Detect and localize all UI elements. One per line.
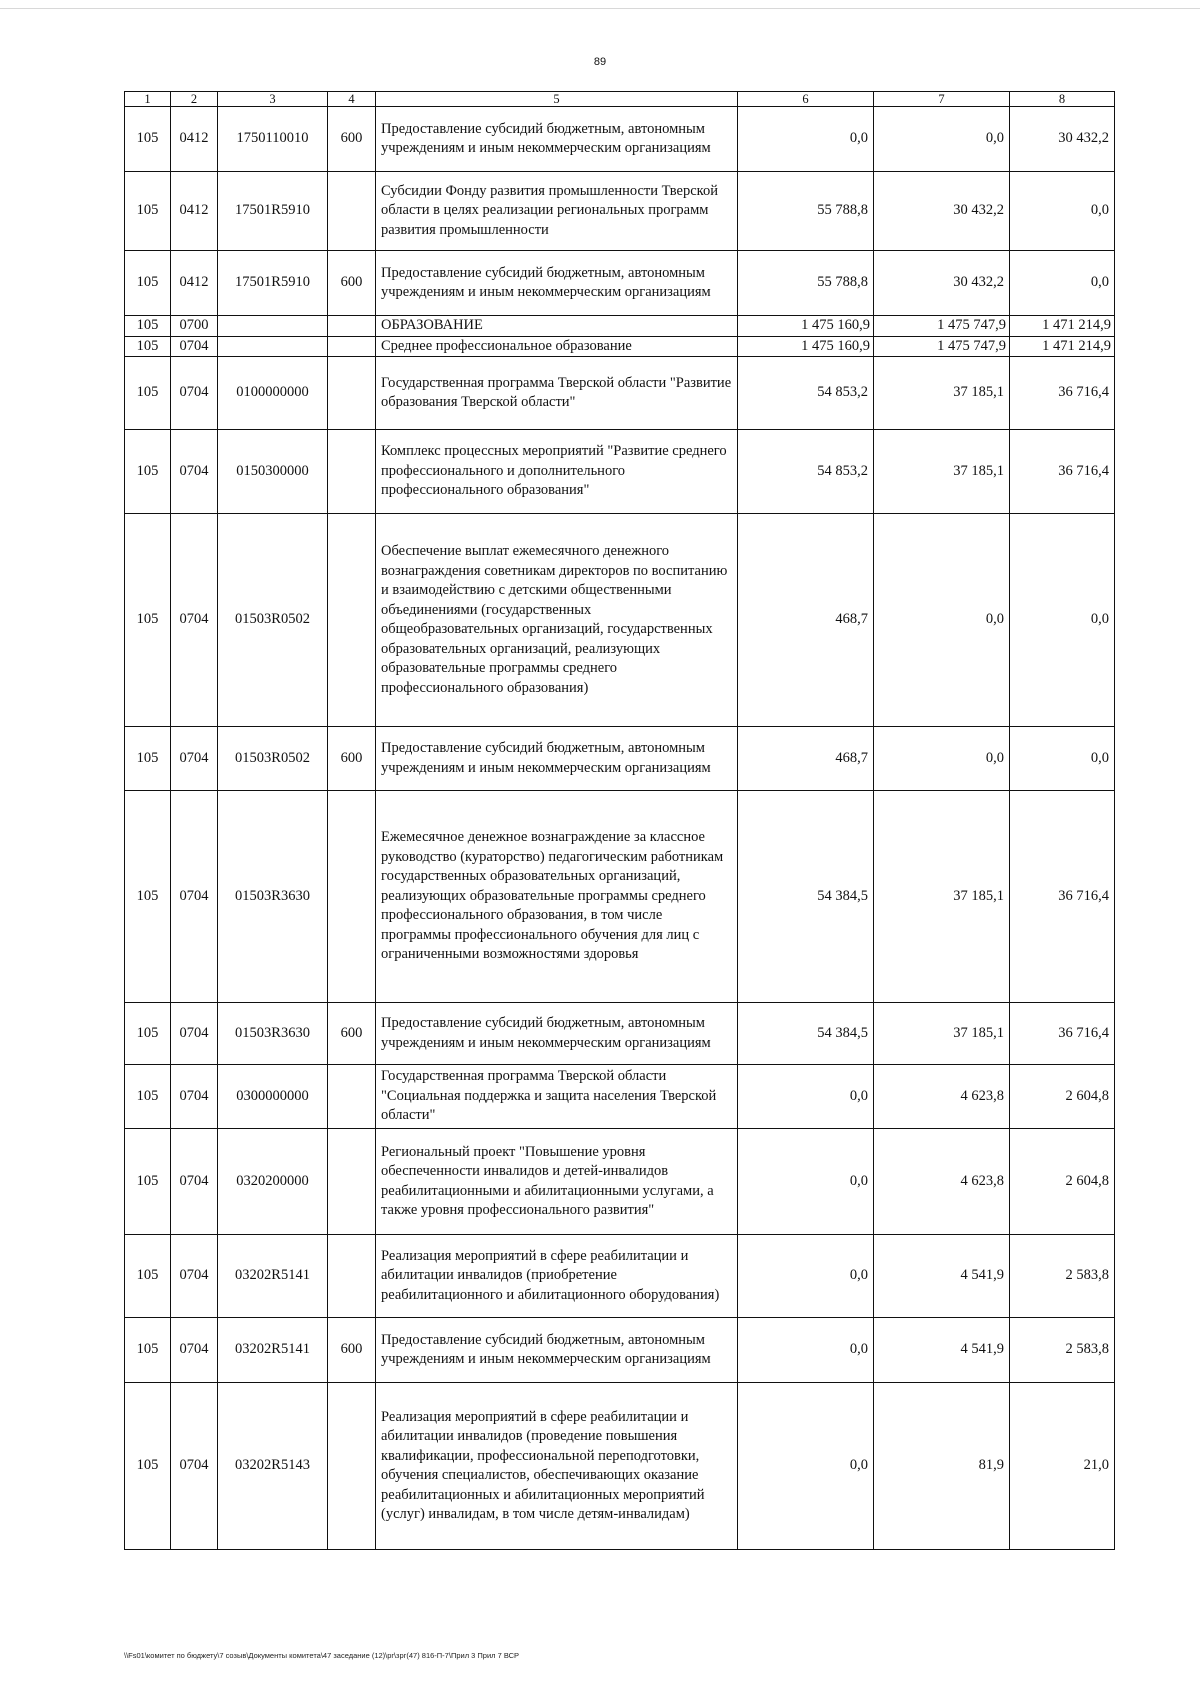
page-number: 89 [593, 56, 607, 68]
section-code-cell: 0704 [171, 791, 218, 1003]
target-article-cell: 01503R0502 [218, 727, 328, 791]
amount-year1-cell: 1 475 160,9 [738, 336, 874, 357]
target-article-cell: 0100000000 [218, 357, 328, 430]
amount-year1-cell: 0,0 [738, 1065, 874, 1129]
header-cell: 6 [738, 92, 874, 107]
amount-year3-cell: 2 604,8 [1010, 1129, 1115, 1235]
section-code-cell: 0412 [171, 172, 218, 251]
section-code-cell: 0704 [171, 1003, 218, 1065]
admin-code-cell: 105 [125, 1235, 171, 1318]
header-cell: 2 [171, 92, 218, 107]
table-row [125, 791, 1115, 1003]
expense-type-cell [328, 1235, 376, 1318]
expense-type-cell [328, 1129, 376, 1235]
description-cell: Ежемесячное денежное вознаграждение за классное руководство (кураторство) педагогическим работникам государственных образовательных организаций, реализующих образовательные программы среднего профессионального образования, в том числе программы профессионального обучения для лиц с ограниченными возможностями здоровья [376, 791, 738, 1003]
amount-year1-cell: 54 384,5 [738, 791, 874, 1003]
description-cell: Предоставление субсидий бюджетным, автономным учреждениям и иным некоммерческим организациям [376, 107, 738, 172]
amount-year2-cell: 0,0 [874, 514, 1010, 727]
expense-type-cell: 600 [328, 1318, 376, 1383]
admin-code-cell: 105 [125, 316, 171, 337]
description-cell: Реализация мероприятий в сфере реабилитации и абилитации инвалидов (проведение повышения квалификации, профессиональной переподготовки, обучения специалистов, обеспечивающих оказание реабилитационных и абилитационных мероприятий (услуг) инвалидам, в том числе детям-инвалидам) [376, 1383, 738, 1550]
description-cell: Государственная программа Тверской области "Социальная поддержка и защита населения Тверской области" [376, 1065, 738, 1129]
target-article-cell: 03202R5141 [218, 1235, 328, 1318]
target-article-cell: 01503R3630 [218, 791, 328, 1003]
section-code-cell: 0704 [171, 1318, 218, 1383]
admin-code-cell: 105 [125, 1065, 171, 1129]
amount-year3-cell: 1 471 214,9 [1010, 316, 1115, 337]
amount-year3-cell: 36 716,4 [1010, 791, 1115, 1003]
description-cell: Государственная программа Тверской области "Развитие образования Тверской области" [376, 357, 738, 430]
table-row [125, 1318, 1115, 1383]
admin-code-cell: 105 [125, 357, 171, 430]
target-article-cell: 0320200000 [218, 1129, 328, 1235]
amount-year2-cell: 1 475 747,9 [874, 316, 1010, 337]
amount-year3-cell: 2 583,8 [1010, 1235, 1115, 1318]
expense-type-cell: 600 [328, 107, 376, 172]
amount-year2-cell: 30 432,2 [874, 172, 1010, 251]
amount-year2-cell: 37 185,1 [874, 791, 1010, 1003]
admin-code-cell: 105 [125, 1003, 171, 1065]
amount-year3-cell: 36 716,4 [1010, 357, 1115, 430]
amount-year3-cell: 36 716,4 [1010, 430, 1115, 514]
section-code-cell: 0704 [171, 514, 218, 727]
section-code-cell: 0704 [171, 1065, 218, 1129]
amount-year1-cell: 0,0 [738, 1383, 874, 1550]
description-cell: Реализация мероприятий в сфере реабилитации и абилитации инвалидов (приобретение реабилитационного и абилитационного оборудования) [376, 1235, 738, 1318]
amount-year1-cell: 54 853,2 [738, 357, 874, 430]
table-row [125, 514, 1115, 727]
amount-year2-cell: 0,0 [874, 107, 1010, 172]
scan-edge-line [0, 8, 1200, 9]
target-article-cell: 17501R5910 [218, 251, 328, 316]
description-cell: Обеспечение выплат ежемесячного денежного вознаграждения советникам директоров по воспитанию и взаимодействию с детскими общественными объединениями (государственных общеобразовательных организаций, государственных образовательных организаций, реализующих образовательные программы среднего профессионального образования) [376, 514, 738, 727]
expense-type-cell [328, 791, 376, 1003]
column-number-header-row [125, 92, 1115, 107]
table-row [125, 316, 1115, 337]
amount-year1-cell: 55 788,8 [738, 172, 874, 251]
header-cell: 8 [1010, 92, 1115, 107]
expense-type-cell [328, 316, 376, 337]
admin-code-cell: 105 [125, 727, 171, 791]
section-code-cell: 0704 [171, 1129, 218, 1235]
amount-year3-cell: 1 471 214,9 [1010, 336, 1115, 357]
amount-year1-cell: 54 853,2 [738, 430, 874, 514]
description-cell: Предоставление субсидий бюджетным, автономным учреждениям и иным некоммерческим организациям [376, 727, 738, 791]
expense-type-cell: 600 [328, 251, 376, 316]
amount-year2-cell: 4 623,8 [874, 1065, 1010, 1129]
description-cell: Комплекс процессных мероприятий "Развитие среднего профессионального и дополнительного профессионального образования" [376, 430, 738, 514]
amount-year2-cell: 4 623,8 [874, 1129, 1010, 1235]
description-cell: Субсидии Фонду развития промышленности Тверской области в целях реализации региональных программ развития промышленности [376, 172, 738, 251]
table-row [125, 1235, 1115, 1318]
description-cell: Среднее профессиональное образование [376, 336, 738, 357]
amount-year2-cell: 37 185,1 [874, 1003, 1010, 1065]
amount-year2-cell: 30 432,2 [874, 251, 1010, 316]
table-row [125, 357, 1115, 430]
expense-type-cell [328, 430, 376, 514]
section-code-cell: 0700 [171, 316, 218, 337]
table-row [125, 1383, 1115, 1550]
target-article-cell: 03202R5143 [218, 1383, 328, 1550]
amount-year3-cell: 0,0 [1010, 514, 1115, 727]
expense-type-cell: 600 [328, 1003, 376, 1065]
section-code-cell: 0704 [171, 430, 218, 514]
admin-code-cell: 105 [125, 172, 171, 251]
admin-code-cell: 105 [125, 1129, 171, 1235]
expense-type-cell: 600 [328, 727, 376, 791]
section-code-cell: 0704 [171, 727, 218, 791]
amount-year1-cell: 0,0 [738, 1318, 874, 1383]
section-code-cell: 0704 [171, 1235, 218, 1318]
expense-type-cell [328, 172, 376, 251]
amount-year1-cell: 1 475 160,9 [738, 316, 874, 337]
expense-type-cell [328, 1065, 376, 1129]
target-article-cell: 01503R0502 [218, 514, 328, 727]
section-code-cell: 0704 [171, 357, 218, 430]
expense-type-cell [328, 357, 376, 430]
target-article-cell: 0300000000 [218, 1065, 328, 1129]
amount-year2-cell: 37 185,1 [874, 430, 1010, 514]
amount-year2-cell: 0,0 [874, 727, 1010, 791]
amount-year1-cell: 0,0 [738, 1235, 874, 1318]
amount-year1-cell: 55 788,8 [738, 251, 874, 316]
amount-year1-cell: 0,0 [738, 1129, 874, 1235]
amount-year2-cell: 1 475 747,9 [874, 336, 1010, 357]
table-row [125, 1129, 1115, 1235]
table-row [125, 172, 1115, 251]
target-article-cell [218, 316, 328, 337]
admin-code-cell: 105 [125, 514, 171, 727]
target-article-cell: 03202R5141 [218, 1318, 328, 1383]
target-article-cell: 0150300000 [218, 430, 328, 514]
amount-year3-cell: 0,0 [1010, 727, 1115, 791]
amount-year2-cell: 4 541,9 [874, 1318, 1010, 1383]
amount-year3-cell: 30 432,2 [1010, 107, 1115, 172]
table-row [125, 251, 1115, 316]
section-code-cell: 0704 [171, 1383, 218, 1550]
admin-code-cell: 105 [125, 430, 171, 514]
table-row [125, 1065, 1115, 1129]
admin-code-cell: 105 [125, 791, 171, 1003]
section-code-cell: 0412 [171, 251, 218, 316]
description-cell: Предоставление субсидий бюджетным, автономным учреждениям и иным некоммерческим организациям [376, 1318, 738, 1383]
target-article-cell: 1750110010 [218, 107, 328, 172]
header-cell: 4 [328, 92, 376, 107]
expense-type-cell [328, 336, 376, 357]
file-path-footer: \\Fs01\комитет по бюджету\7 созыв\Документы комитета\47 заседание (12)\pr\зрг(47) 816-П-7\Прил 3 Прил 7 ВСР [124, 1651, 520, 1660]
amount-year3-cell: 21,0 [1010, 1383, 1115, 1550]
amount-year1-cell: 468,7 [738, 727, 874, 791]
section-code-cell: 0704 [171, 336, 218, 357]
admin-code-cell: 105 [125, 1318, 171, 1383]
table-row [125, 1003, 1115, 1065]
header-cell: 3 [218, 92, 328, 107]
target-article-cell: 01503R3630 [218, 1003, 328, 1065]
amount-year2-cell: 4 541,9 [874, 1235, 1010, 1318]
target-article-cell: 17501R5910 [218, 172, 328, 251]
amount-year3-cell: 2 604,8 [1010, 1065, 1115, 1129]
budget-table-body [125, 107, 1115, 1550]
amount-year1-cell: 468,7 [738, 514, 874, 727]
amount-year1-cell: 0,0 [738, 107, 874, 172]
description-cell: ОБРАЗОВАНИЕ [376, 316, 738, 337]
description-cell: Предоставление субсидий бюджетным, автономным учреждениям и иным некоммерческим организациям [376, 251, 738, 316]
table-row [125, 430, 1115, 514]
target-article-cell [218, 336, 328, 357]
description-cell: Предоставление субсидий бюджетным, автономным учреждениям и иным некоммерческим организациям [376, 1003, 738, 1065]
table-row [125, 727, 1115, 791]
section-code-cell: 0412 [171, 107, 218, 172]
expense-type-cell [328, 1383, 376, 1550]
budget-table [124, 91, 1115, 1550]
description-cell: Региональный проект "Повышение уровня обеспеченности инвалидов и детей-инвалидов реабилитационными и абилитационными услугами, а также уровня профессионального развития" [376, 1129, 738, 1235]
amount-year3-cell: 36 716,4 [1010, 1003, 1115, 1065]
admin-code-cell: 105 [125, 107, 171, 172]
header-cell: 7 [874, 92, 1010, 107]
amount-year3-cell: 2 583,8 [1010, 1318, 1115, 1383]
admin-code-cell: 105 [125, 336, 171, 357]
expense-type-cell [328, 514, 376, 727]
amount-year3-cell: 0,0 [1010, 251, 1115, 316]
amount-year1-cell: 54 384,5 [738, 1003, 874, 1065]
amount-year2-cell: 37 185,1 [874, 357, 1010, 430]
header-cell: 1 [125, 92, 171, 107]
table-row [125, 336, 1115, 357]
admin-code-cell: 105 [125, 1383, 171, 1550]
table-row [125, 107, 1115, 172]
admin-code-cell: 105 [125, 251, 171, 316]
amount-year3-cell: 0,0 [1010, 172, 1115, 251]
amount-year2-cell: 81,9 [874, 1383, 1010, 1550]
header-cell: 5 [376, 92, 738, 107]
